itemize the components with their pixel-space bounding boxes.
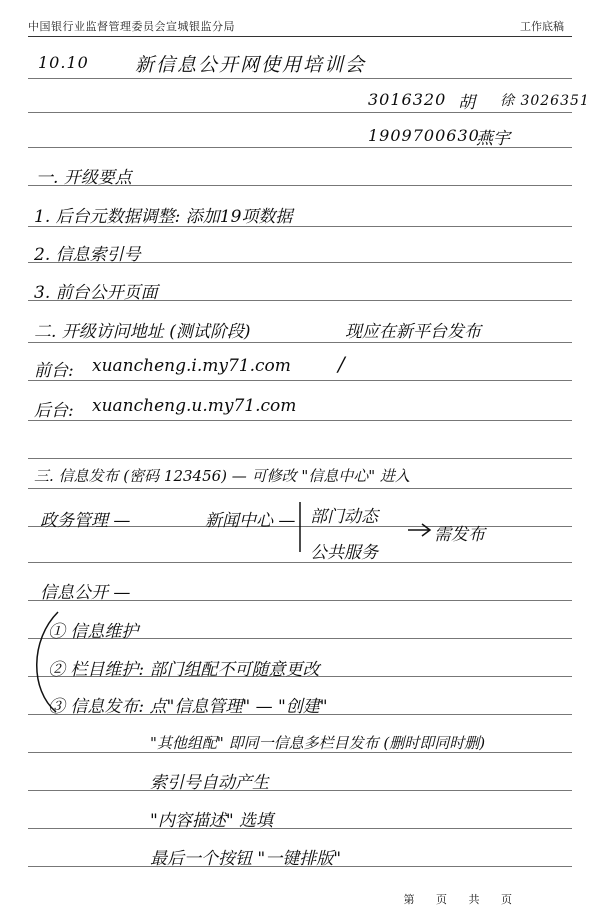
backend-label: 后台: [34, 401, 74, 421]
sub-step-1: "其他组配" 即同一信息多栏目发布 (删时即同时删) [150, 734, 486, 752]
contact-name-3: 燕宇 [476, 129, 510, 149]
frontend-url: xuancheng.i.my71.com [92, 356, 291, 376]
sub-step-2: 索引号自动产生 [150, 773, 269, 793]
contact-phone-3: 1909700630 [368, 126, 480, 145]
step-2: ② 栏目维护: 部门组配不可随意更改 [48, 660, 320, 680]
flow-branch-2: 公共服务 [310, 543, 378, 563]
flow-mid: 新闻中心 — [205, 511, 296, 531]
step-3: ③ 信息发布: 点"信息管理" — "创建" [48, 697, 328, 717]
sub-step-3: "内容描述" 选填 [150, 811, 274, 831]
contact-phone-1: 3016320 [368, 90, 447, 109]
backend-url: xuancheng.u.my71.com [92, 396, 297, 416]
section-2-note: 现应在新平台发布 [345, 322, 481, 342]
step-1: ① 信息维护 [48, 622, 139, 642]
section-1-heading: 一. 开级要点 [36, 168, 132, 188]
frontend-label: 前台: [34, 361, 74, 381]
flow-end: 需发布 [434, 525, 485, 545]
note-title: 新信息公开网使用培训会 [135, 54, 367, 76]
contact-name-1: 胡 [458, 93, 475, 113]
note-date: 10.10 [38, 53, 89, 72]
section-3-heading: 三. 信息发布 (密码 123456) — 可修改 "信息中心" 进入 [34, 467, 410, 485]
contact-2: 徐 3026351 [500, 93, 590, 109]
page-label: 第 [403, 893, 415, 906]
flow-branch-1: 部门动态 [310, 507, 378, 527]
page-footer [386, 891, 513, 907]
section-1-item-2: 2. 信息索引号 [34, 245, 141, 265]
slash-mark: / [338, 352, 345, 376]
total-unit: 页 [501, 893, 512, 906]
sub-step-4: 最后一个按钮 "一键排版" [150, 849, 342, 869]
flow-start: 政务管理 — [40, 511, 131, 531]
section-2-heading: 二. 开级访问地址 (测试阶段) [34, 322, 251, 342]
page-unit: 页 [436, 893, 447, 906]
document-kind: 工作底稿 [520, 20, 564, 33]
total-label: 共 [468, 893, 480, 906]
section-1-item-3: 3. 前台公开页面 [34, 283, 158, 303]
organization-name: 中国银行业监督管理委员会宣城银监分局 [28, 20, 235, 33]
public-heading: 信息公开 — [40, 583, 131, 603]
section-1-item-1: 1. 后台元数据调整: 添加19项数据 [34, 207, 293, 227]
